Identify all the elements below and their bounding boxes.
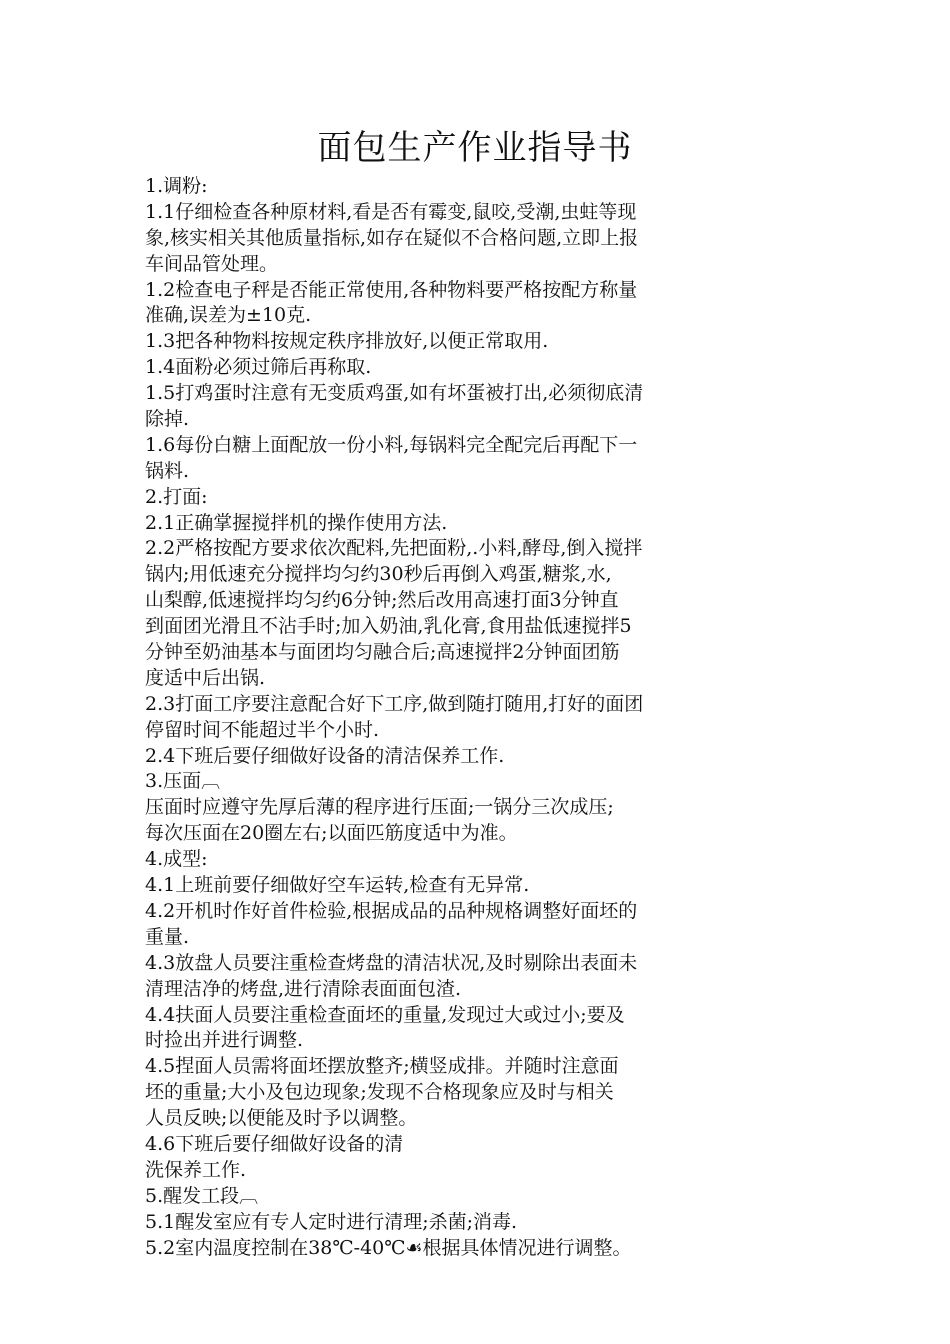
body-text-line: 1.1仔细检查各种原材料,看是否有霉变,鼠咬,受潮,虫蛀等现 <box>145 200 637 223</box>
body-text-line: 4.成型: <box>145 848 208 871</box>
body-text-line: 到面团光滑且不沾手时;加入奶油,乳化膏,食用盐低速搅拌5 <box>145 615 632 638</box>
body-text-line: 山梨醇,低速搅拌均匀约6分钟;然后改用高速打面3分钟直 <box>145 589 619 612</box>
body-text-line: 象,核实相关其他质量指标,如存在疑似不合格问题,立即上报 <box>145 226 639 249</box>
body-text-line: 1.2检查电子秤是否能正常使用,各种物料要严格按配方称量 <box>145 278 638 301</box>
body-text-line: 准确,误差为±10克. <box>145 304 312 327</box>
body-text-line: 4.2开机时作好首件检验,根据成品的品种规格调整好面坯的 <box>145 899 638 922</box>
body-text-line: 4.1上班前要仔细做好空车运转,检查有无异常. <box>145 874 530 897</box>
body-text-line: 2.3打面工序要注意配合好下工序,做到随打随用,打好的面团 <box>145 692 644 715</box>
body-text-line: 1.3把各种物料按规定秩序排放好,以便正常取用. <box>145 330 549 353</box>
body-text-line: 4.3放盘人员要注重检查烤盘的清洁状况,及时剔除出表面未 <box>145 951 638 974</box>
body-text-line: 锅内;用低速充分搅拌均匀约30秒后再倒入鸡蛋,糖浆,水, <box>145 563 612 586</box>
document-body <box>145 174 760 1261</box>
body-text-line: 停留时间不能超过半个小时. <box>145 718 380 741</box>
body-text-line: 分钟至奶油基本与面团均匀融合后;高速搅拌2分钟面团筋 <box>145 641 620 664</box>
body-text-line: 1.4面粉必须过筛后再称取. <box>145 356 372 379</box>
body-text-line: 2.2严格按配方要求依次配料,先把面粉,.小料,酵母,倒入搅拌 <box>145 537 643 560</box>
body-text-line: 4.6下班后要仔细做好设备的清 <box>145 1132 404 1155</box>
body-text-line: 重量. <box>145 925 190 948</box>
body-text-line: 5.2室内温度控制在38℃-40℃☙根据具体情况进行调整。 <box>145 1236 632 1259</box>
body-text-line: 2.1正确掌握搅拌机的操作使用方法. <box>145 511 448 534</box>
body-text-line: 4.5捏面人员需将面坯摆放整齐;横竖成排。并随时注意面 <box>145 1055 619 1078</box>
body-text-line: 3.压面︹ <box>145 770 221 793</box>
body-text-line: 清理洁净的烤盘,进行清除表面面包渣. <box>145 977 462 1000</box>
body-text-line: 1.5打鸡蛋时注意有无变质鸡蛋,如有坏蛋被打出,必须彻底清 <box>145 382 644 405</box>
body-text-line: 5.醒发工段︹ <box>145 1184 259 1207</box>
body-text-line: 4.4扶面人员要注重检查面坯的重量,发现过大或过小;要及 <box>145 1003 625 1026</box>
body-text-line: 1.调粉: <box>145 175 208 197</box>
document-title: 面包生产作业指导书 <box>317 128 633 168</box>
body-text-line: 洗保养工作. <box>145 1158 247 1181</box>
body-text-line: 2.4下班后要仔细做好设备的清洁保养工作. <box>145 744 505 767</box>
body-text-line: 车间品管处理。 <box>145 252 279 275</box>
body-text-line: 坯的重量;大小及包边现象;发现不合格现象应及时与相关 <box>145 1081 614 1104</box>
body-text-line: 压面时应遵守先厚后薄的程序进行压面;一锅分三次成压; <box>145 796 614 819</box>
body-text-line: 2.打面: <box>145 485 208 508</box>
body-text-line: 锅料. <box>145 459 190 482</box>
body-text-line: 5.1醒发室应有专人定时进行清理;杀菌;消毒. <box>145 1210 518 1233</box>
body-text-line: 1.6每份白糖上面配放一份小料,每锅料完全配完后再配下一 <box>145 433 638 456</box>
body-text-line: 每次压面在20圈左右;以面匹筋度适中为准。 <box>145 822 518 845</box>
body-text-line: 人员反映;以便能及时予以调整。 <box>145 1107 418 1130</box>
body-text-line: 度适中后出锅. <box>145 666 266 689</box>
body-text-line: 除掉. <box>145 408 190 431</box>
body-text-line: 时捡出并进行调整. <box>145 1029 304 1052</box>
